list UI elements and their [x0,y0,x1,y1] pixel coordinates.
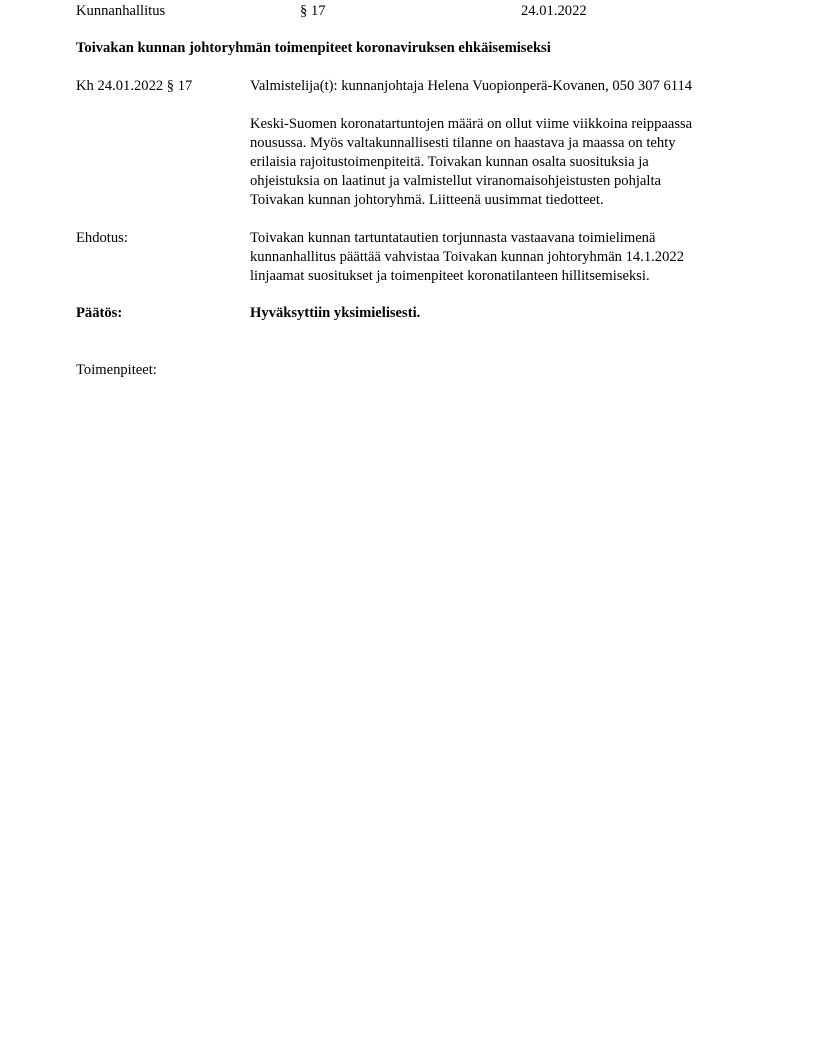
actions-label: Toimenpiteet: [76,362,157,378]
proposal-line: Toivakan kunnan tartuntatautien torjunnasta vastaavana toimielimenä [250,230,656,246]
background-line: Toivakan kunnan johtoryhmä. Liitteenä uusimmat tiedotteet. [250,192,604,208]
header-section: § 17 [300,3,326,19]
header-date: 24.01.2022 [521,3,587,19]
background-line: Keski-Suomen koronatartuntojen määrä on ollut viime viikkoina reippaassa [250,116,693,132]
preparer-line: Valmistelija(t): kunnanjohtaja Helena Vuopionperä-Kovanen, 050 307 6114 [250,78,693,94]
proposal-label: Ehdotus: [76,230,128,246]
proposal-paragraph [250,229,750,286]
decision-label: Päätös: [76,305,123,321]
decision-text: Hyväksyttiin yksimielisesti. [250,305,421,321]
proposal-line: kunnanhallitus päättää vahvistaa Toivakan kunnan johtoryhmän 14.1.2022 [250,249,684,265]
header-organization: Kunnanhallitus [76,3,166,19]
background-line: nousussa. Myös valtakunnallisesti tilanne on haastava ja maassa on tehty [250,135,676,151]
proposal-line: linjaamat suositukset ja toimenpiteet koronatilanteen hillitsemiseksi. [250,268,650,284]
background-line: ohjeistuksia on laatinut ja valmistellut viranomaisohjeistusten pohjalta [250,173,661,189]
document-title: Toivakan kunnan johtoryhmän toimenpiteet koronaviruksen ehkäisemiseksi [76,40,551,56]
background-paragraph [250,115,750,210]
background-line: erilaisia rajoitustoimenpiteitä. Toivakan kunnan osalta suosituksia ja [250,154,649,170]
reference-label: Kh 24.01.2022 § 17 [76,78,193,94]
